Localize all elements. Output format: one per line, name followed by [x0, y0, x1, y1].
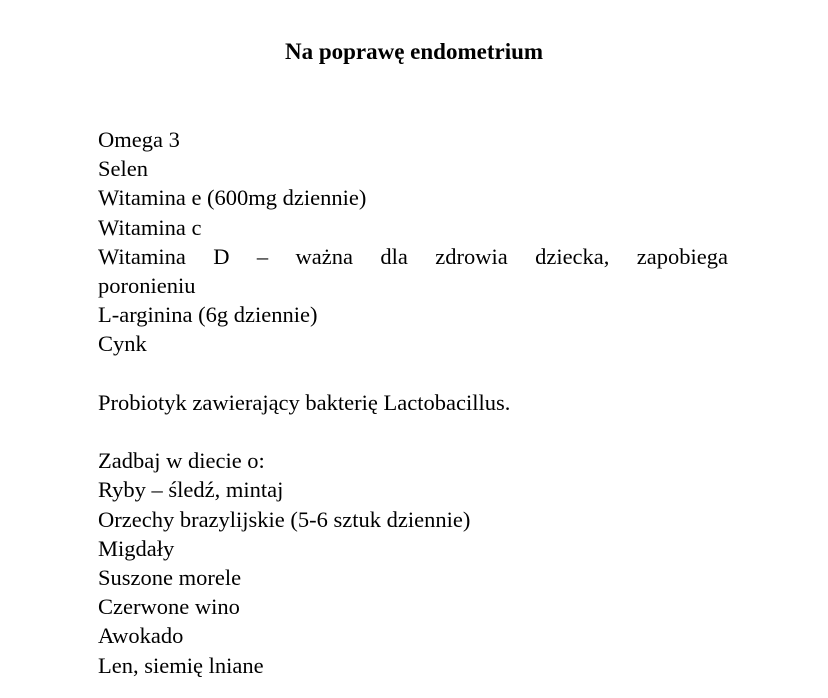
supplement-item: Witamina c	[98, 214, 202, 240]
supplement-item-vitamin-d-continued: poronieniu	[98, 273, 196, 299]
paragraph-gap	[98, 417, 728, 446]
supplement-item: Cynk	[98, 331, 147, 357]
paragraph-gap	[98, 359, 728, 388]
diet-item: Orzechy brazylijskie (5-6 sztuk dziennie)	[98, 506, 471, 532]
document-title: Na poprawę endometrium	[284, 39, 544, 64]
supplements-list	[98, 125, 728, 359]
diet-item: Migdały	[98, 535, 175, 561]
diet-heading: Zadbaj w diecie o:	[98, 448, 265, 474]
diet-list	[98, 475, 728, 679]
supplement-item-vitamin-d: Witamina D – ważna dla zdrowia dziecka, zapobiega	[98, 243, 728, 269]
document-body	[98, 125, 728, 680]
diet-item: Czerwone wino	[98, 594, 240, 620]
supplement-item: L-arginina (6g dziennie)	[98, 302, 318, 328]
probiotic-paragraph: Probiotyk zawierający bakterię Lactobacillus.	[98, 389, 511, 415]
diet-item: Len, siemię lniane	[98, 652, 264, 678]
supplement-item: Witamina e (600mg dziennie)	[98, 185, 367, 211]
supplement-item: Omega 3	[98, 127, 180, 152]
diet-item: Suszone morele	[98, 565, 242, 591]
supplement-item: Selen	[98, 156, 148, 182]
diet-item: Ryby – śledź, mintaj	[98, 477, 284, 503]
diet-item: Awokado	[98, 623, 184, 649]
